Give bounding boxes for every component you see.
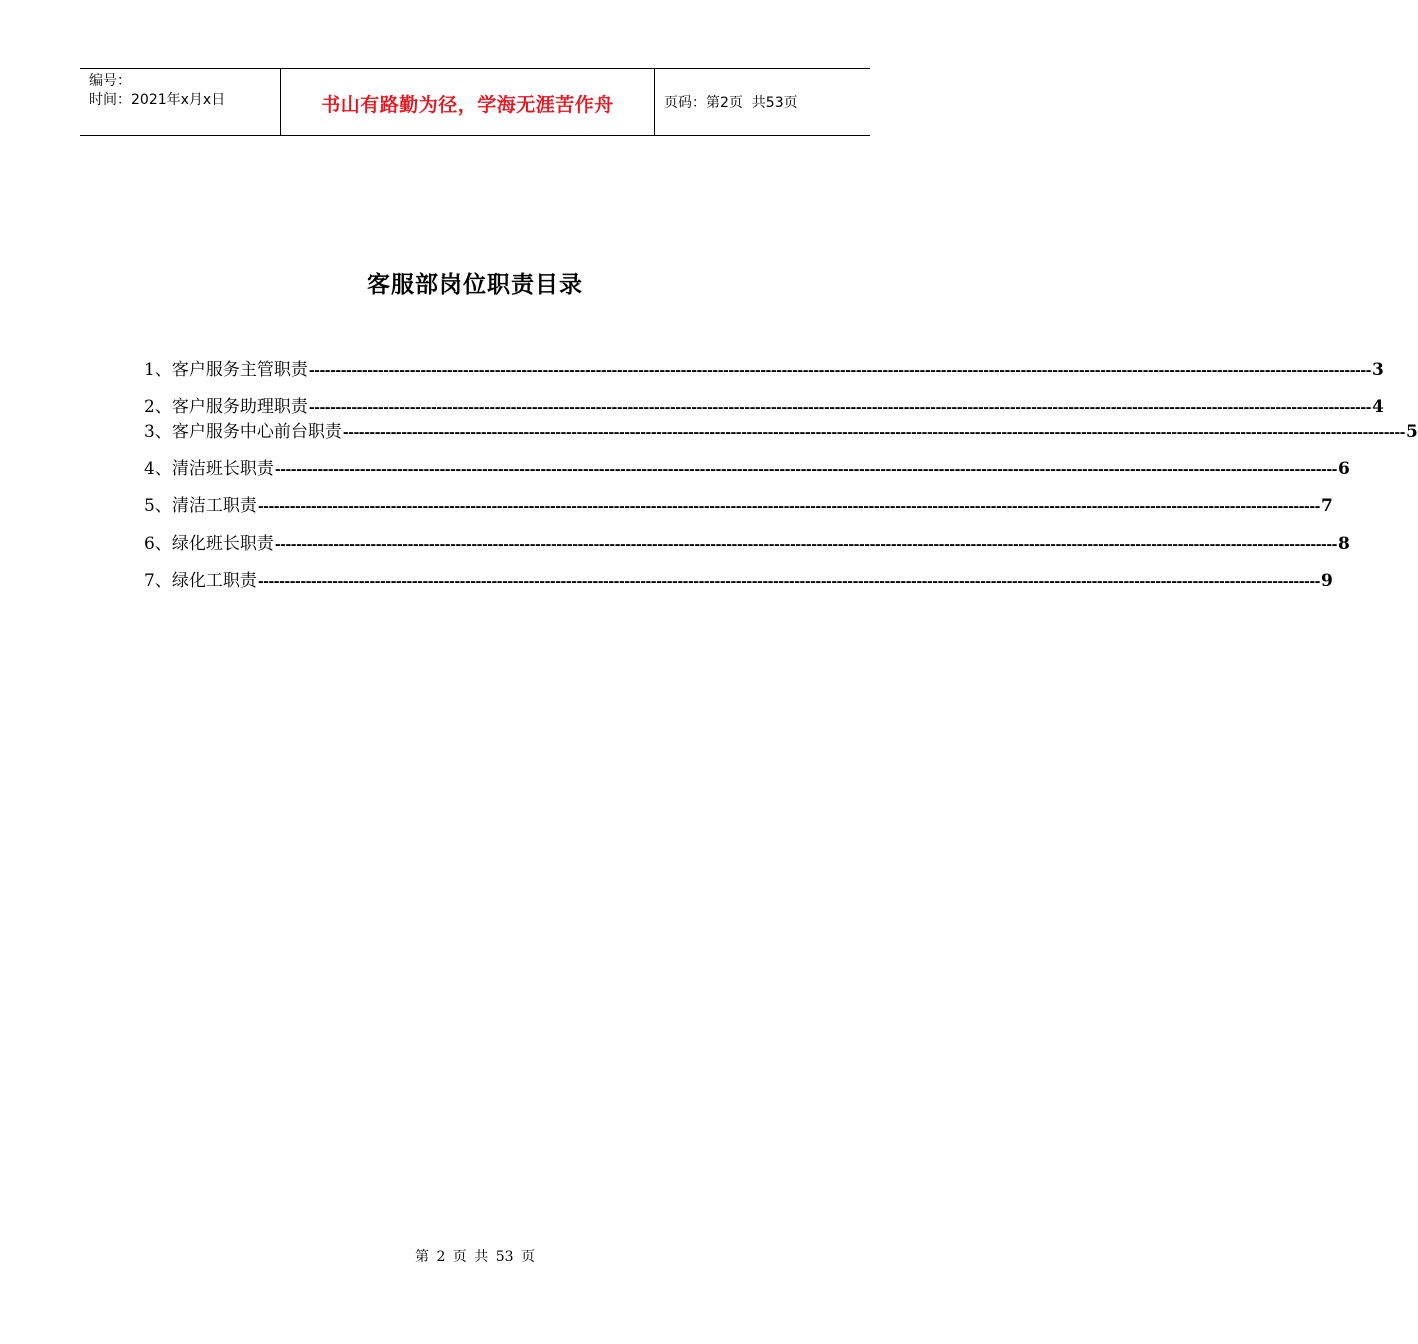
toc-item-label: 7、绿化工职责 — [144, 571, 257, 591]
toc-item-label: 4、清洁班长职责 — [144, 459, 274, 479]
toc-item-page: 3 — [1371, 360, 1384, 380]
toc-item-label: 2、客户服务助理职责 — [144, 397, 308, 417]
toc-leader: -------------------------------------------------------------------------------------------------------------------------------------------------------------------------------------------------------- — [274, 537, 1337, 553]
toc-item-page: 7 — [1320, 496, 1333, 516]
toc-leader: -------------------------------------------------------------------------------------------------------------------------------------------------------------------------------------------------------- — [308, 400, 1371, 416]
toc-item[interactable] — [144, 396, 1384, 418]
header-meta-cell — [80, 69, 281, 135]
toc-item[interactable] — [144, 533, 1350, 555]
header-page-cell — [655, 69, 870, 135]
toc-item-label: 6、绿化班长职责 — [144, 534, 274, 554]
header-motto-cell — [281, 69, 655, 135]
toc-item[interactable] — [144, 570, 1333, 592]
toc-item-label: 3、客户服务中心前台职责 — [144, 422, 342, 442]
toc-item-page: 8 — [1337, 534, 1350, 554]
toc-item-page: 5 — [1405, 422, 1418, 442]
toc-leader: -------------------------------------------------------------------------------------------------------------------------------------------------------------------------------------------------------- — [274, 462, 1337, 478]
toc-item-page: 4 — [1371, 397, 1384, 417]
toc-item-page: 6 — [1337, 459, 1350, 479]
header-motto: 书山有路勤为径，学海无涯苦作舟 — [321, 94, 614, 116]
toc-item[interactable] — [144, 495, 1333, 517]
toc-leader: -------------------------------------------------------------------------------------------------------------------------------------------------------------------------------------------------------- — [257, 499, 1320, 515]
toc-leader: -------------------------------------------------------------------------------------------------------------------------------------------------------------------------------------------------------- — [257, 574, 1320, 590]
page-header — [80, 68, 870, 136]
toc-item[interactable] — [144, 359, 1384, 381]
document-title: 客服部岗位职责目录 — [367, 271, 583, 298]
document-time-label: 时间：2021年x月x日 — [89, 92, 226, 108]
toc-item[interactable] — [144, 458, 1350, 480]
toc-leader: -------------------------------------------------------------------------------------------------------------------------------------------------------------------------------------------------------- — [308, 363, 1371, 379]
document-number-label: 编号： — [89, 73, 131, 89]
header-page-info: 页码：第2页 共53页 — [664, 95, 798, 111]
toc-item-label: 1、客户服务主管职责 — [144, 360, 308, 380]
toc-item[interactable] — [144, 421, 1418, 443]
toc-item-page: 9 — [1320, 571, 1333, 591]
toc-leader: -------------------------------------------------------------------------------------------------------------------------------------------------------------------------------------------------------- — [342, 425, 1405, 441]
page-footer: 第 2 页 共 53 页 — [415, 1249, 535, 1265]
toc-item-label: 5、清洁工职责 — [144, 496, 257, 516]
